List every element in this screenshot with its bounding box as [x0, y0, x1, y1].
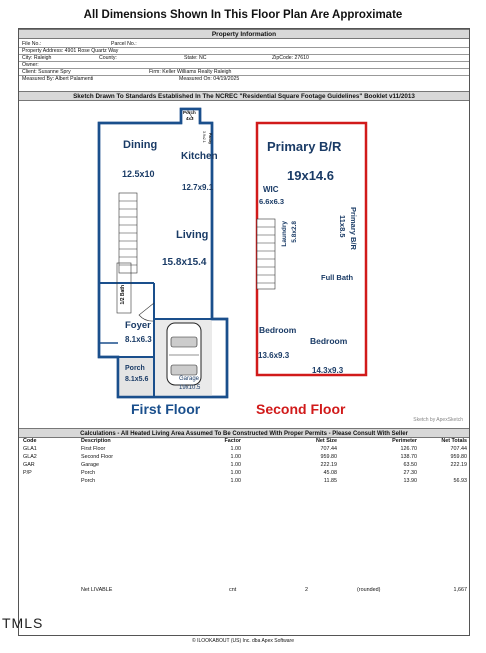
table-row: GAR Garage 1.00 222.19 63.50 222.19 — [23, 462, 467, 468]
net-livable-rounded: (rounded) — [357, 587, 381, 593]
dining-label: Dining — [123, 139, 158, 151]
measured-on: Measured On: 04/19/2025 — [179, 76, 240, 82]
laundry-dim: 5.8x2.8 — [291, 221, 298, 243]
state: State: NC — [184, 55, 207, 61]
porch-front-label: Porch — [125, 365, 145, 372]
living-label: Living — [176, 229, 209, 241]
col-description: Description — [81, 438, 111, 444]
city: City: Raleigh — [22, 55, 52, 61]
col-factor: Factor — [224, 438, 241, 444]
living-dim: 15.8x15.4 — [162, 257, 207, 268]
garage-label: Garage — [179, 376, 200, 382]
net-livable-total: 1,667 — [453, 587, 467, 593]
dining-dim: 12.5x10 — [122, 169, 155, 179]
primary-bath-label: Primary B/R — [349, 207, 358, 250]
sketch-banner: Sketch Drawn To Standards Established In The NCREC "Residential Square Footage Guidelines" Booklet v11/2013 — [19, 91, 469, 101]
parcel-no: Parcel No.: — [111, 41, 137, 47]
first-floor-stairs — [119, 193, 137, 273]
foyer-dim: 8.1x6.3 — [125, 335, 152, 344]
porch-top-label: Porch — [183, 110, 196, 115]
col-net-totals: Net Totals — [441, 438, 467, 444]
page-title: All Dimensions Shown In This Floor Plan Are Approximate — [83, 9, 403, 21]
full-bath-label: Full Bath — [321, 273, 354, 282]
table-row: GLA2 Second Floor 1.00 959.80 138.70 959.80 — [23, 454, 467, 460]
bedroom2-label: Bedroom — [310, 336, 348, 346]
calc-header-row — [19, 438, 469, 446]
porch-front-dim: 8.1x5.6 — [125, 376, 149, 383]
second-floor-stairs — [257, 219, 275, 289]
owner: Owner: — [22, 62, 39, 68]
col-net-size: Net Size — [316, 438, 337, 444]
door-swing — [139, 303, 154, 321]
primary-br-label: Primary B/R — [267, 139, 342, 154]
table-row: Porch 1.00 11.85 13.90 56.93 — [81, 478, 467, 484]
net-livable-label: Net LIVABLE — [81, 587, 113, 593]
porch-top-dim: 4x3 — [186, 116, 194, 121]
client: Client: Susanne Spry — [22, 69, 71, 75]
firm: Firm: Keller Williams Realty Raleigh — [149, 69, 232, 75]
footer-copyright: © ILOOKABOUT (US) Inc. dba Apex Software — [192, 638, 294, 644]
table-row: GLA1 First Floor 1.00 707.44 126.70 707.44 — [23, 446, 467, 452]
kitchen-dim: 12.7x9.1 — [182, 183, 214, 192]
foyer-label: Foyer — [125, 320, 151, 331]
pantry-label: Pantry — [208, 133, 212, 145]
file-no: File No.: — [22, 41, 42, 47]
garage-dim: 19x10.5 — [179, 385, 201, 391]
primary-bath-dim: 11x8.5 — [338, 215, 347, 238]
county: County: — [99, 55, 117, 61]
bedroom2-dim: 14.3x9.3 — [312, 366, 344, 375]
zip: ZipCode: 27610 — [272, 55, 309, 61]
report-frame — [18, 28, 470, 636]
half-bath-label: 1/2 Bath — [120, 285, 126, 305]
floor-plan-sketch — [19, 103, 469, 429]
bedroom1-dim: 13.6x9.3 — [258, 351, 290, 360]
net-livable-cnt: cnt — [229, 587, 237, 593]
wic-label: WIC — [263, 185, 279, 194]
calculations-heading: Calculations - All Heated Living Area Assumed To Be Constructed With Proper Permits - Please Consult With Seller — [19, 428, 469, 438]
second-floor-label: Second Floor — [256, 401, 346, 417]
property-address: Property Address: 4901 Rose Quartz Way — [22, 48, 119, 54]
kitchen-label: Kitchen — [181, 151, 218, 162]
laundry-label: Laundry — [281, 221, 288, 247]
col-perimeter: Perimeter — [392, 438, 417, 444]
table-row: P/P Porch 1.00 45.08 27.30 — [23, 470, 417, 476]
net-livable-count: 2 — [305, 587, 308, 593]
col-code: Code — [23, 438, 37, 444]
bedroom1-label: Bedroom — [259, 325, 297, 335]
tmls-watermark: TMLS — [2, 615, 44, 631]
wic-dim: 6.6x6.3 — [259, 197, 285, 206]
pantry-dim: 3.9x2.1 — [202, 131, 206, 143]
property-info-heading: Property Information — [19, 29, 469, 39]
net-livable-row — [19, 587, 469, 595]
sketch-credit: Sketch by ApexSketch — [413, 417, 463, 423]
measured-by: Measured By: Albert Palamenti — [22, 76, 94, 82]
primary-br-dim: 19x14.6 — [287, 168, 334, 183]
first-floor-label: First Floor — [131, 401, 201, 417]
